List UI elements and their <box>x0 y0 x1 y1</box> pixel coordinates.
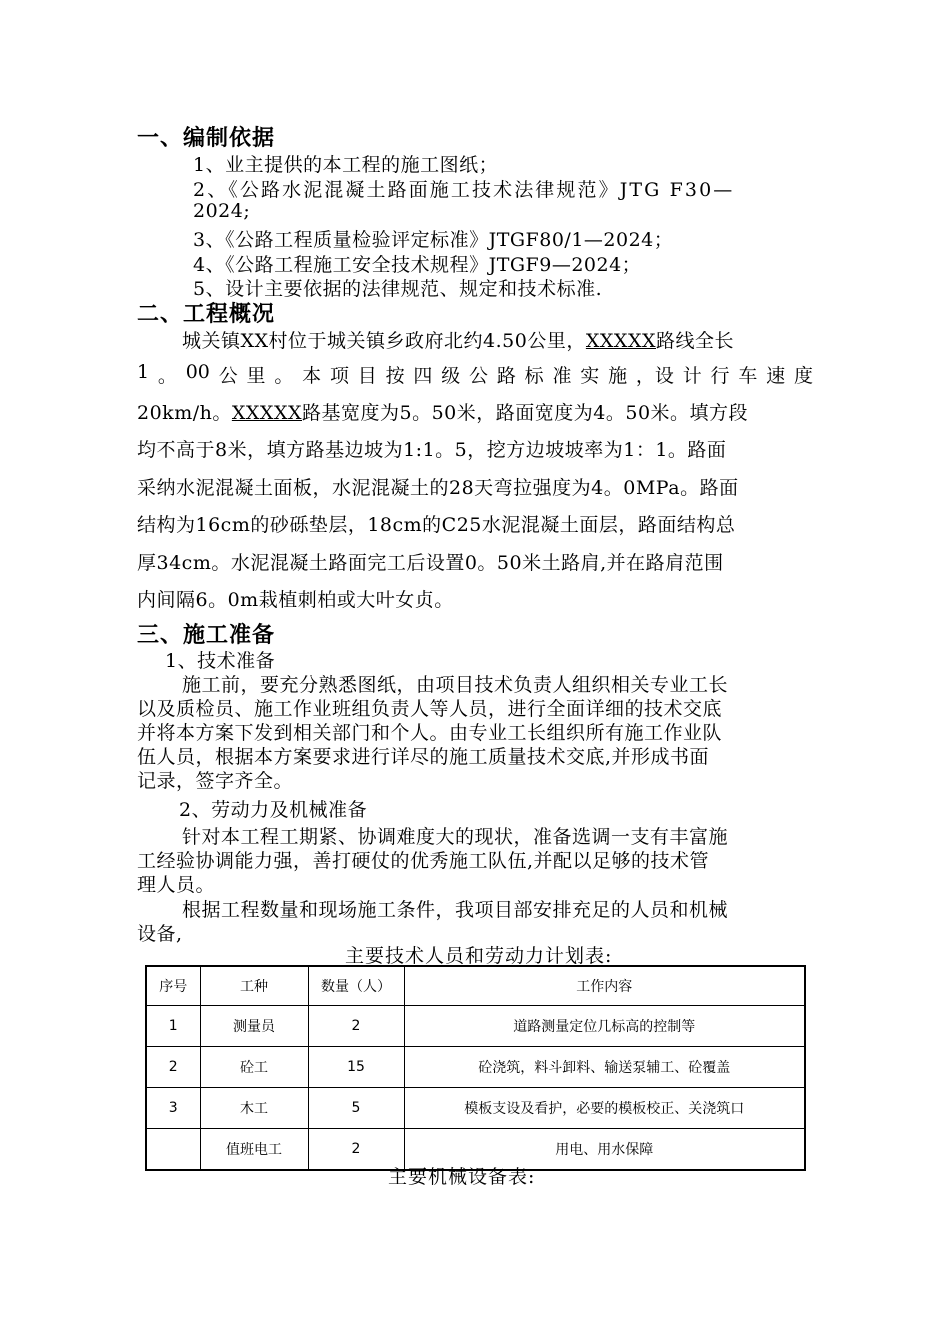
basis-item-3: 3、《公路工程质量检验评定标准》JTGF80/1—2024； <box>193 229 674 251</box>
header-work-content: 工作内容 <box>404 966 805 1006</box>
overview-line-2-token: 标 <box>524 365 544 387</box>
overview-line-6: 结构为16cm的砂砾垫层，18cm的C25水泥混凝土面层，路面结构总 <box>137 514 736 536</box>
table-2-caption: 主要机械设备表: <box>388 1166 536 1188</box>
overview-line-2-token: 公 <box>218 365 238 387</box>
overview-line-2-token: 路 <box>496 365 516 387</box>
overview-line-2-token: 车 <box>738 365 758 387</box>
route-name-1: XXXXX <box>585 330 656 352</box>
overview-line-2-token: 四 <box>413 365 433 387</box>
route-name-2: XXXXX <box>231 402 302 424</box>
cell-trade: 测量员 <box>200 1006 308 1047</box>
cell-seq: 3 <box>146 1088 200 1129</box>
overview-line-2-token: 速 <box>766 365 786 387</box>
tech-prep-line-3: 并将本方案下发到相关部门和个人。由专业工长组织所有施工作业队 <box>137 722 723 744</box>
overview-line-1-pre: 城关镇XX村位于城关镇乡政府北约4.50公里， <box>182 330 586 352</box>
tech-prep-line-1: 施工前，要充分熟悉图纸，由项目技术负责人组织相关专业工长 <box>182 674 729 696</box>
tech-prep-line-4: 伍人员，根据本方案要求进行详尽的施工质量技术交底,并形成书面 <box>137 746 710 768</box>
header-trade: 工种 <box>200 966 308 1006</box>
overview-line-2-token: 目 <box>357 365 377 387</box>
cell-quantity: 2 <box>308 1006 404 1047</box>
cell-trade: 砼工 <box>200 1047 308 1088</box>
overview-line-1 <box>182 326 734 353</box>
section-2-title: 二、工程概况 <box>137 301 276 327</box>
cell-work-content: 砼浇筑，料斗卸料、输送泵辅工、砼覆盖 <box>404 1047 805 1088</box>
basis-item-1: 1、业主提供的本工程的施工图纸； <box>193 154 499 176</box>
section-1-title: 一、编制依据 <box>137 125 276 151</box>
overview-line-2-token: 级 <box>441 365 461 387</box>
basis-item-4: 4、《公路工程施工安全技术规程》JTGF9—2024； <box>193 254 642 276</box>
table-header-row <box>146 966 805 1006</box>
table-1-caption: 主要技术人员和劳动力计划表: <box>345 945 613 967</box>
basis-item-5: 5、设计主要依据的法律规范、规定和技术标准. <box>193 278 603 300</box>
overview-line-3-pre: 20km/h。 <box>137 402 232 424</box>
subsection-labor-machinery: 2、劳动力及机械准备 <box>179 799 368 821</box>
overview-line-2-token: 施 <box>608 365 628 387</box>
header-seq: 序号 <box>146 966 200 1006</box>
tech-prep-line-5: 记录，签字齐全。 <box>137 770 294 792</box>
overview-line-5: 采纳水泥混凝土面板，水泥混凝土的28天弯拉强度为4。0MPa。路面 <box>137 477 739 499</box>
overview-line-2-token: 准 <box>552 365 572 387</box>
overview-line-2-token: 1 <box>137 361 150 383</box>
cell-trade: 木工 <box>200 1088 308 1129</box>
cell-seq: 2 <box>146 1047 200 1088</box>
cell-work-content: 道路测量定位几标高的控制等 <box>404 1006 805 1047</box>
overview-line-2-token: 里 <box>246 365 266 387</box>
overview-line-2-token: 度 <box>793 365 813 387</box>
subsection-technical-prep: 1、技术准备 <box>165 650 276 672</box>
overview-line-2-token: 。 <box>157 365 177 387</box>
overview-line-2-token: 本 <box>302 365 322 387</box>
overview-line-3-post: 路基宽度为5。50米，路面宽度为4。50米。填方段 <box>302 402 749 424</box>
section-3-title: 三、施工准备 <box>137 622 276 648</box>
cell-work-content: 用电、用水保障 <box>404 1129 805 1171</box>
table-row <box>146 1006 805 1047</box>
overview-line-2-token: 实 <box>580 365 600 387</box>
overview-line-2-token: 。 <box>274 365 294 387</box>
labor-line-3: 理人员。 <box>137 874 216 896</box>
table-row <box>146 1047 805 1088</box>
overview-line-2-token: 行 <box>710 365 730 387</box>
cell-quantity: 15 <box>308 1047 404 1088</box>
overview-line-2-token: 项 <box>329 365 349 387</box>
overview-line-8: 内间隔6。0m栽植刺柏或大叶女贞。 <box>137 589 454 611</box>
cell-work-content: 模板支设及看护，必要的模板校正、关浇筑口 <box>404 1088 805 1129</box>
overview-line-4: 均不高于8米，填方路基边坡为1:1。5，挖方边坡坡率为1：1。路面 <box>137 439 727 461</box>
resources-line-2: 设备, <box>137 923 183 945</box>
overview-line-3 <box>137 398 748 425</box>
overview-line-7: 厚34cm。水泥混凝土路面完工后设置0。50米土路肩,并在路肩范围 <box>137 552 724 574</box>
resources-line-1: 根据工程数量和现场施工条件，我项目部安排充足的人员和机械 <box>182 899 729 921</box>
cell-trade: 值班电工 <box>200 1129 308 1171</box>
basis-item-2: 2、《公路水泥混凝土路面施工技术法律规范》JTG F30— <box>193 179 735 201</box>
cell-quantity: 2 <box>308 1129 404 1171</box>
overview-line-2-token: 00 <box>185 361 210 383</box>
labor-line-2: 工经验协调能力强，善打硬仗的优秀施工队伍,并配以足够的技术管 <box>137 850 710 872</box>
cell-quantity: 5 <box>308 1088 404 1129</box>
cell-seq: 1 <box>146 1006 200 1047</box>
tech-prep-line-2: 以及质检员、施工作业班组负责人等人员，进行全面详细的技术交底 <box>137 698 723 720</box>
labor-plan-table <box>145 965 806 1171</box>
overview-line-2-token: 计 <box>682 365 702 387</box>
overview-line-1-post: 路线全长 <box>656 330 735 352</box>
overview-line-2-token: 按 <box>385 365 405 387</box>
table-row <box>146 1088 805 1129</box>
cell-seq <box>146 1129 200 1171</box>
overview-line-2-token: ，设 <box>635 365 674 387</box>
header-quantity: 数量（人） <box>308 966 404 1006</box>
overview-line-2 <box>137 361 813 388</box>
labor-line-1: 针对本工程工期紧、协调难度大的现状，准备选调一支有丰富施 <box>182 826 729 848</box>
basis-item-2-cont: 2024; <box>193 200 251 222</box>
overview-line-2-token: 公 <box>469 365 489 387</box>
